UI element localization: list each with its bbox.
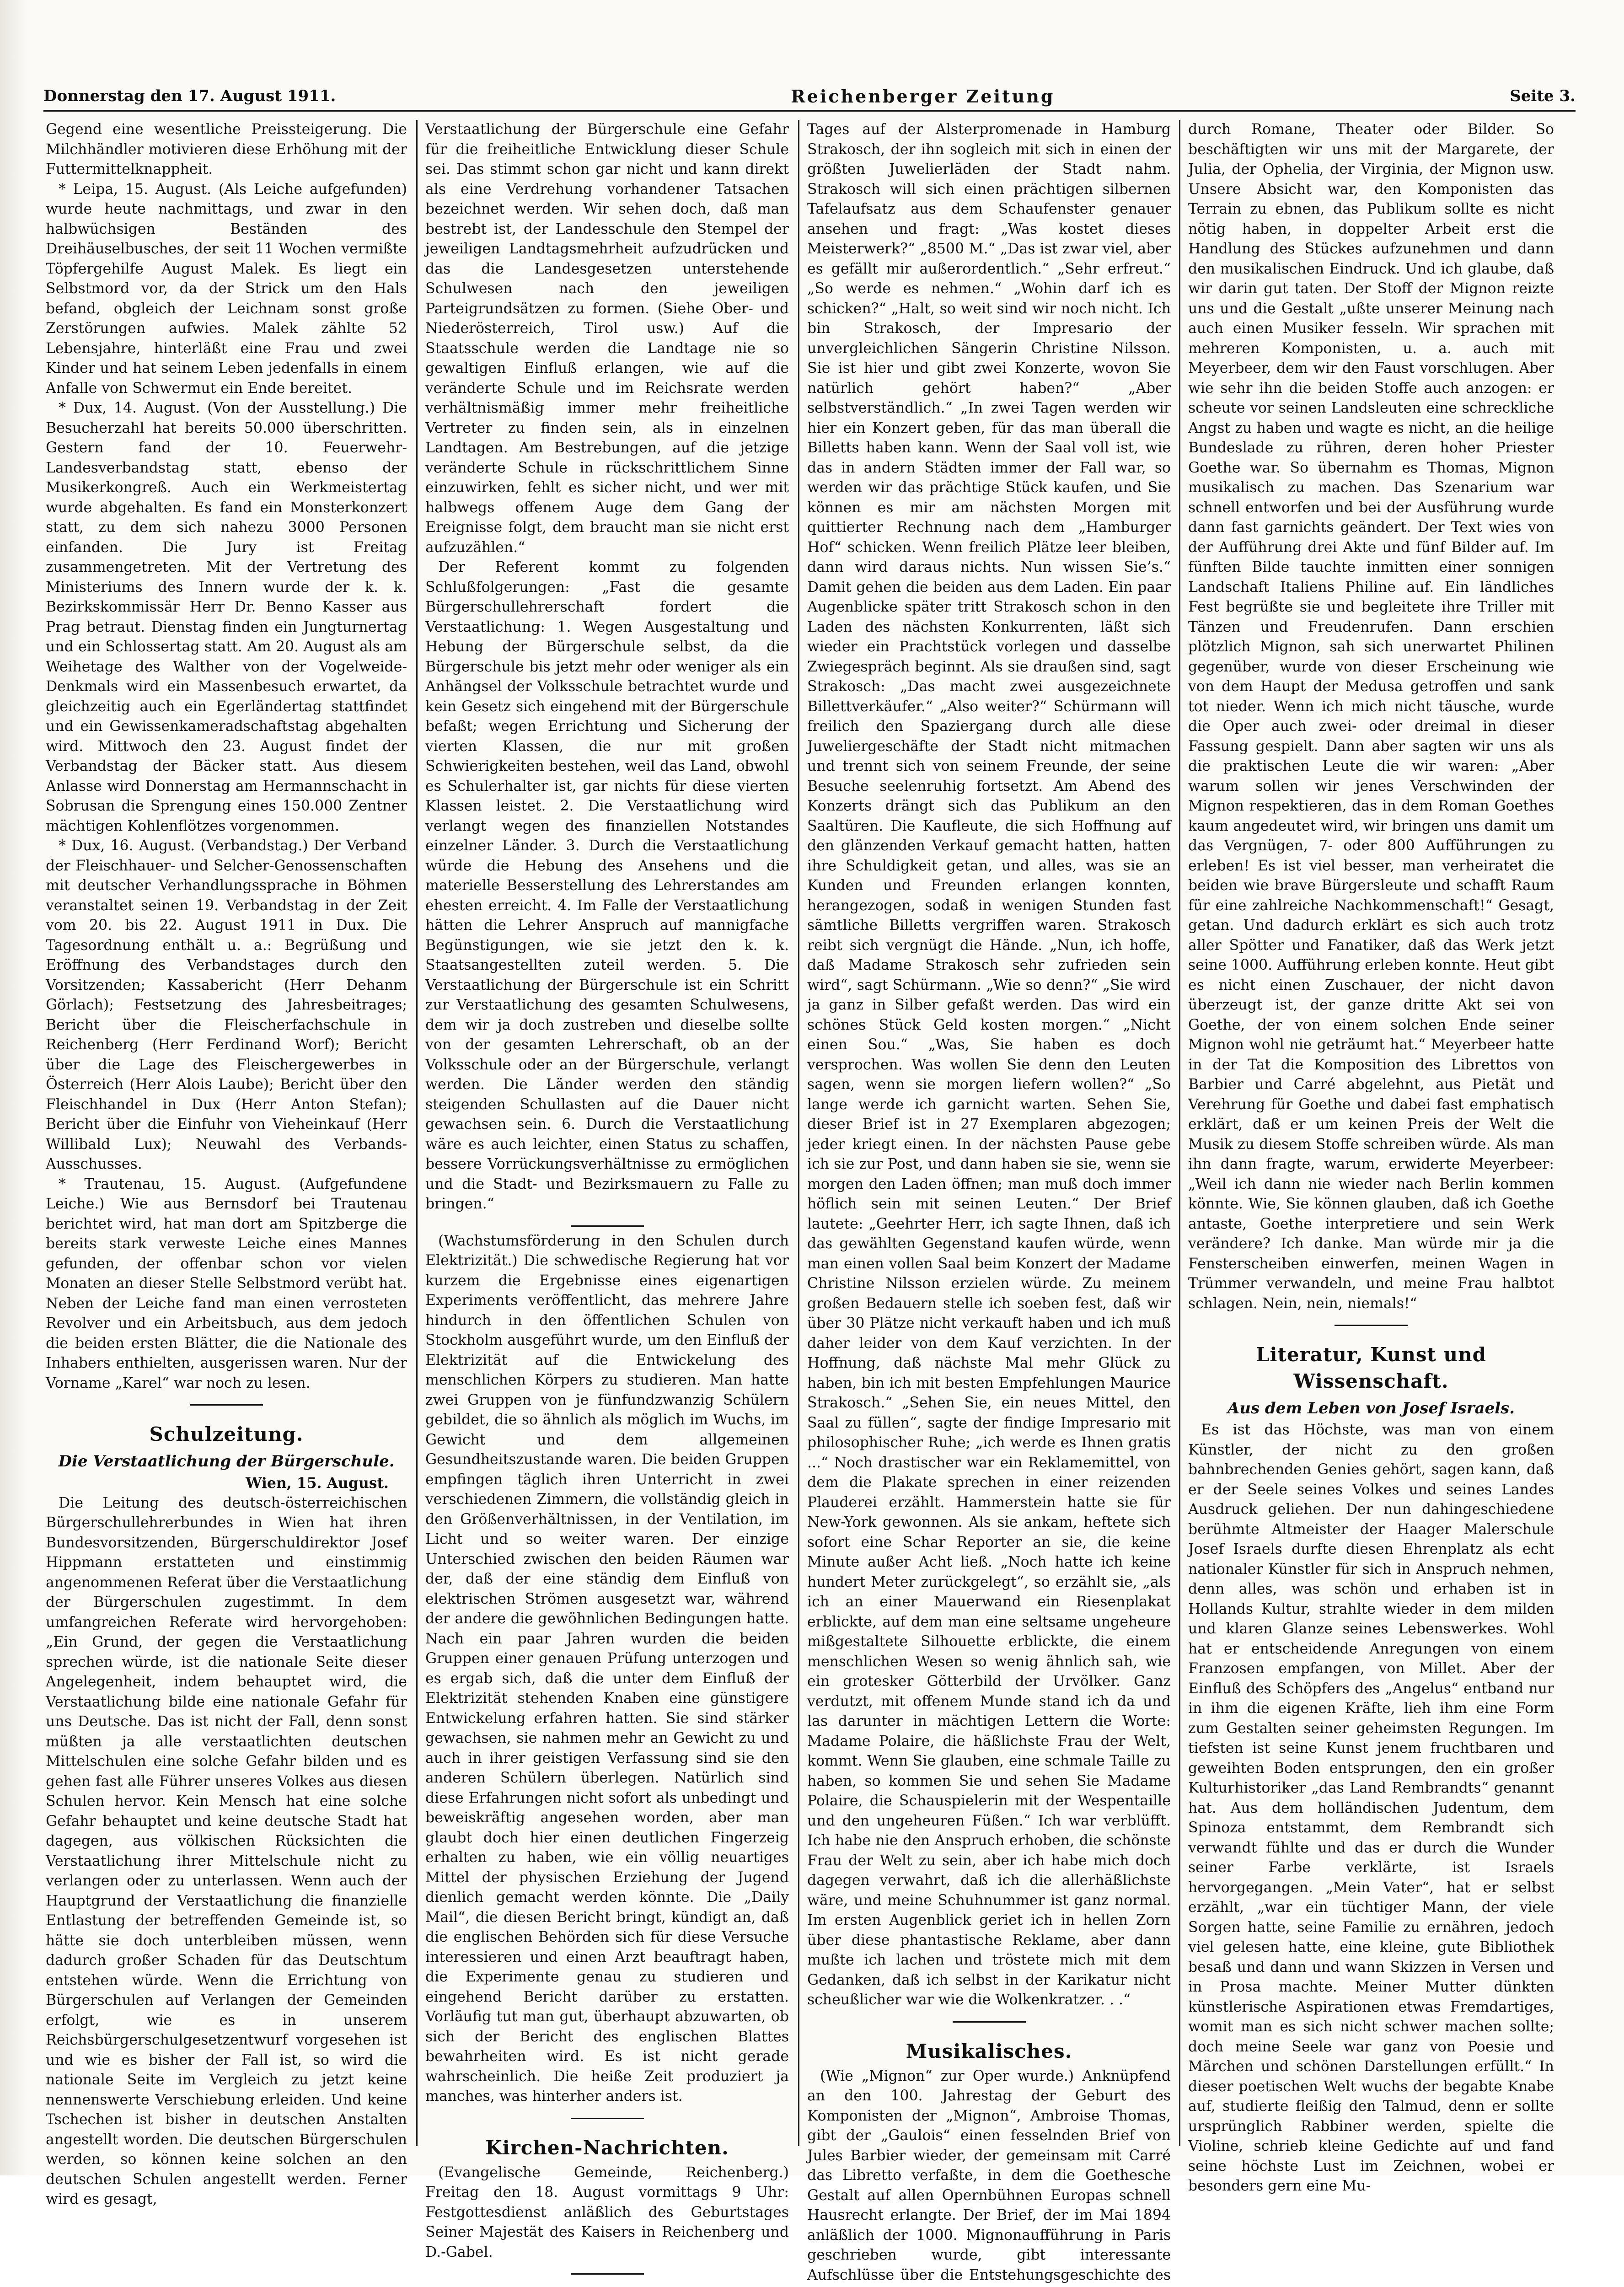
section-rule <box>571 2118 644 2119</box>
section-rule <box>571 1225 644 1227</box>
column-3 <box>807 120 1171 2151</box>
section-heading-literature: Literatur, Kunst und Wissenschaft. <box>1188 1342 1554 1395</box>
header-page-number: Seite 3. <box>1510 87 1576 105</box>
article-paragraph: * Leipa, 15. August. (Als Leiche aufgefunden) wurde heute nachmittags, und zwar in den halbwüchsigen Beständen des Dreihäuselbusches, der seit 11 Wochen vermißte Töpfergehilfe August Malek. Es liegt ein Selbstmord vor, da der Strick um den Hals befand, obgleich der Leichnam sonst große Zerstörungen aufwies. Malek zählte 52 Lebensjahre, hinterläßt eine Frau und zwei Kinder und hat seinem Leben jedenfalls in einem Anfalle von Schwermut ein Ende bereitet. <box>46 180 407 399</box>
article-headline: Die Verstaatlichung der Bürgerschule. <box>46 1450 407 1472</box>
article-paragraph: durch Romane, Theater oder Bilder. So beschäftigten wir uns mit der Margarete, der Julia, der Ophelia, der Virginia, der Mignon usw. Unsere Absicht war, den Komponisten das Terrain zu ebnen, das Publikum sollte es nicht nötig haben, in doppelter Arbeit erst die Handlung des Stückes aufzunehmen und dann den musikalischen Eindruck. Und ich glaube, daß wir darin gut taten. Der Stoff der Mignon reizte uns und die Gestalt „ußte unserer Meinung nach auch einen Musiker fesseln. Wir sprachen mit mehreren Komponisten, u. a. auch mit Meyerbeer, dem wir den Faust vorschlugen. Aber wie sehr ihn die beiden Stoffe auch anzogen: er scheute vor seinen Landsleuten eine schreckliche Angst zu haben und wagte es nicht, an die heilige Bundeslade zu rühren, deren hoher Priester Goethe war. So übernahm es Thomas, Mignon musikalisch zu machen. Das Szenarium war schnell entworfen und bei der Ausführung wurde dann fast garnichts geändert. Der Text wies von der Aufführung drei Akte und fünf Bilder auf. Im fünften Bilde tauchte inmitten einer sonnigen Landschaft Italiens Philine auf. Ein ländliches Fest begrüßte sie und begleitete ihre Triller mit Tänzen und Freudenrufen. Dann erschien plötzlich Mignon, sah sich unerwartet Philinen gegenüber, wurde von dieser Erscheinung wie von dem Haupt der Medusa getroffen und sank tot nieder. Wenn ich mich nicht täusche, wurde die Oper auch zwei- oder dreimal in dieser Fassung gespielt. Dann aber sagten wir uns als die praktischen Leute die wir waren: „Aber warum sollen wir jenes Verschwinden der Mignon respektieren, das in dem Roman Goethes kaum angedeutet wird, wir bringen uns damit um das Vergnügen, 7- oder 800 Aufführungen zu erleben! Es ist viel besser, man verheiratet die beiden wie brave Bürgersleute und schafft Raum für eine zahlreiche Nachkommenschaft!“ Gesagt, getan. Und dadurch erklärt es sich auch trotz aller Spötter und Fanatiker, daß das Werk jetzt seine 1000. Aufführung erleben konnte. Heut gibt es nicht einen Zuschauer, der nicht davon überzeugt ist, der ganze dritte Akt sei von Goethe, der von einem solchen Ende seiner Mignon wohl nie geträumt hat.“ Meyerbeer hatte in der Tat die Komposition des Librettos von Barbier und Carré abgelehnt, aus Pietät und Verehrung für Goethe und dabei fast emphatisch erklärt, daß er um keinen Preis der Welt die Musik zu diesem Stoffe schreiben würde. Als man ihn dann fragte, warum, erwiderte Meyerbeer: „Weil ich dann nie wieder nach Berlin kommen könnte. Wie, Sie können glauben, daß ich Goethe antaste, Goethe interpretiere und sein Werk verändere? Ich danke. Man würde mir ja die Fensterscheiben einwerfen, meinen Wagen in Trümmer verwandeln, und meine Frau halbtot schlagen. Nein, nein, niemals!“ <box>1188 120 1554 1314</box>
header-newspaper-title: Reichenberger Zeitung <box>791 86 1055 107</box>
section-heading-music: Musikalisches. <box>807 2038 1171 2065</box>
article-paragraph: Die Leitung des deutsch-österreichischen Bürgerschullehrerbundes in Wien hat ihren Bundesvorsitzenden, Bürgerschuldirektor Josef Hippmann erstatteten und einstimmig angenommenen Referat über die Verstaatlichung der Bürgerschulen zugestimmt. In dem umfangreichen Referate wird hervorgehoben: „Ein Grund, der gegen die Verstaatlichung sprechen würde, ist die nationale Seite dieser Angelegenheit, indem behauptet wird, die Verstaatlichung bilde eine nationale Gefahr für uns Deutsche. Das ist nicht der Fall, denn sonst müßten ja alle verstaatlichten deutschen Mittelschulen eine solche Gefahr bilden und es gehen fast alle Führer unseres Volkes aus diesen Schulen hervor. Kein Mensch hat eine solche Gefahr behauptet und keine deutsche Stadt hat dagegen, aus völkischen Rücksichten die Verstaatlichung ihrer Mittelschule nicht zu verlangen oder zu unterlassen. Wenn auch der Hauptgrund der Verstaatlichung die finanzielle Entlastung der betreffenden Gemeinde ist, so hätte sie doch unterbleiben müssen, wenn dadurch großer Schaden für das Deutschtum entstehen würde. Wenn die Errichtung von Bürgerschulen auf Verlangen der Gemeinden erfolgt, wie es in unserem Reichsbürgerschulgesetzentwurf vorgesehen ist und wie es bisher der Fall ist, so wird die nationale Seite im Vergleich zu jetzt keine nennenswerte Verschiebung erleiden. Und keine Tschechen ist bisher in deutschen Anstalten angestellt worden. Die deutschen Bürgerschulen werden, so können keine solchen an den deutschen Schulen angestellt werden. Ferner wird es gesagt, <box>46 1493 407 2210</box>
column-1 <box>46 120 407 2151</box>
section-rule <box>1335 1325 1408 1326</box>
section-rule <box>953 2021 1026 2023</box>
article-paragraph: Gegend eine wesentliche Preissteigerung. Die Milchhändler motivieren diese Erhöhung mit der Futtermittelknappheit. <box>46 120 407 180</box>
page-binding-shadow <box>0 0 27 2175</box>
column-2 <box>425 120 789 2151</box>
dateline: Wien, 15. August. <box>46 1473 389 1493</box>
header-rule <box>43 110 1576 112</box>
article-paragraph: Verstaatlichung der Bürgerschule eine Gefahr für die freiheitliche Entwicklung dieser Schule sei. Das stimmt schon gar nicht und kann direkt als eine Verdrehung vorhandener Tatsachen bezeichnet werden. Wir sehen doch, daß man bestrebt ist, der Landesschule den Stempel der jeweiligen Landtagsmehrheit aufzudrücken und das die Landesgesetzen unterstehende Schulwesen nach den jeweiligen Parteigrundsätzen zu formen. (Siehe Ober- und Niederösterreich, Tirol usw.) Auf die Staatsschule werden die Landtage nie so gewaltigen Einfluß erlangen, wie auf die veränderte Schule und im Reichsrate werden verhältnismäßig immer mehr freiheitliche Vertreter zu finden sein, als in einzelnen Landtagen. Am Bestrebungen, auf die jetzige veränderte Schule in rückschrittlichem Sinne einzuwirken, fehlt es sicher nicht, und wer mit halbwegs offenem Auge dem Gang der Ereignisse folgt, dem braucht man sie nicht erst aufzuzählen.“ <box>425 120 789 558</box>
page-header <box>43 85 1576 107</box>
section-rule <box>190 1404 263 1406</box>
column-divider <box>1179 120 1180 2146</box>
article-paragraph: Tages auf der Alsterpromenade in Hamburg Strakosch, der ihn sogleich mit sich in einen der größten Juwelierläden der Stadt nahm. Strakosch will sich einen prächtigen silbernen Tafelaufsatz aus dem Schaufenster genauer ansehen und fragt: „Was kostet dieses Meisterwerk?“ „8500 M.“ „Das ist zwar viel, aber es gefällt mir außerordentlich.“ „Sehr erfreut.“ „So werde es nehmen.“ „Wohin darf ich es schicken?“ „Halt, so weit sind wir noch nicht. Ich bin Strakosch, der Impresario der unvergleichlichen Sängerin Christine Nilsson. Sie ist hier und gibt zwei Konzerte, wovon Sie natürlich gehört haben?“ „Aber selbstverständlich.“ „In zwei Tagen werden wir hier ein Konzert geben, für das man überall die Billetts haben kann. Wenn der Saal voll ist, wie das in andern Städten immer der Fall war, so werden wir das prächtige Stück kaufen, und Sie können es mir am nächsten Morgen mit quittierter Rechnung nach dem „Hamburger Hof“ schicken. Wenn freilich Plätze leer bleiben, dann wird daraus nichts. Nun wissen Sie’s.“ Damit gehen die beiden aus dem Laden. Ein paar Augenblicke später tritt Strakosch schon in den Laden des nächsten Konkurrenten, läßt sich wieder ein Prachtstück vorlegen und dasselbe Zwiegespräch beginnt. Als sie draußen sind, sagt Strakosch: „Das macht zwei ausgezeichnete Billettverkäufer.“ „Also weiter?“ Schürmann will freilich den Spaziergang durch alle diese Juweliergeschäfte der Stadt nicht mitmachen und trennt sich von seinem Freunde, der seine Besuche seelenruhig fortsetzt. Am Abend des Konzerts drängt sich das Publikum an den Saaltüren. Die Kaufleute, die sich Hoffnung auf den glänzenden Verkauf gemacht hatten, hatten ihre Schuldigkeit getan, und alles, was sie an Kunden und Freunden erlangen konnten, herangezogen, sodaß in wenigen Stunden fast sämtliche Billetts vergriffen waren. Strakosch reibt sich vergnügt die Hände. „Nun, ich hoffe, daß Madame Strakosch sehr zufrieden sein wird“, sagt Schürmann. „Wie so denn?“ „Sie wird ja ganz in Silber gefaßt werden. Das wird ein schönes Stück Geld kosten morgen.“ „Nicht einen Sou.“ „Was, Sie haben es doch versprochen. Was wollen Sie denn den Leuten sagen, wenn sie morgen liefern wollen?“ „So lange werde ich garnicht warten. Sehen Sie, dieser Brief ist in 27 Exemplaren abgezogen; jeder kriegt einen. In der nächsten Pause gebe ich sie zur Post, und dann haben sie sie, wenn sie morgen den Laden öffnen; man muß doch immer höflich sein mit seinen Leuten.“ Der Brief lautete: „Geehrter Herr, ich sagte Ihnen, daß ich das gewählten Gegenstand kaufen würde, wenn man einen vollen Saal beim Konzert der Madame Christine Nilsson erzielen würde. Zu meinem großen Bedauern stelle ich soeben fest, daß wir über 30 Plätze nicht verkauft haben und ich muß daher leider von dem Kauf verzichten. In der Hoffnung, daß nächste Mal mehr Glück zu haben, bin ich mit besten Empfehlungen Maurice Strakosch.“ „Sehen Sie, ein neues Mittel, den Saal zu füllen“, sagte der findige Impresario mit philosophischer Ruhe; „ich werde es Ihnen gratis ...“ Noch drastischer war ein Reklamemittel, von dem die Plakate sprechen in einer reizenden Plauderei erzählt. Hammerstein hatte sie für New-York gewonnen. Als sie ankam, heftete sich sofort eine Schar Reporter an sie, die keine Minute außer Acht ließ. „Noch hatte ich keine hundert Meter zurückgelegt“, so erzählt sie, „als ich an einer Mauerwand ein Riesenplakat erblickte, auf dem man eine seltsame ungeheure mißgestaltete Silhouette erblickte, die einem menschlichen Wesen so wenig ähnlich sah, wie ein grotesker Götterbild der Urvölker. Ganz verdutzt, mit offenem Munde stand ich da und las darunter in mächtigen Lettern die Worte: Madame Polaire, die häßlichste Frau der Welt, kommt. Wenn Sie glauben, eine schmale Taille zu haben, so kommen Sie und sehen Sie Madame Polaire, die Schauspielerin mit der Wespentaille und den ungeheuren Füßen.“ Ich war verblüfft. Ich habe nie den Anspruch erhoben, die schönste Frau der Welt zu sein, aber ich habe mich doch dagegen verwahrt, daß ich die allerhäßlichste wäre, und meine Schuhnummer ist ganz normal. Im ersten Augenblick geriet ich in hellen Zorn über diese phantastische Reklame, aber dann mußte ich lachen und tröstete mich mit dem Gedanken, daß ich selbst in der Karikatur nicht scheußlicher war wie die Wolkenkratzer. . .“ <box>807 120 1171 2010</box>
header-date: Donnerstag den 17. August 1911. <box>43 87 336 105</box>
article-paragraph: (Evangelische Gemeinde, Reichenberg.) Freitag den 18. August vormittags 9 Uhr: Festgottesdienst anläßlich des Geburtstages Seiner Majestät des Kaisers in Reichenberg und D.-Gabel. <box>425 2163 789 2263</box>
column-4 <box>1188 120 1554 2151</box>
article-paragraph: (Wie „Mignon“ zur Oper wurde.) Anknüpfend an den 100. Jahrestag der Geburt des Komponisten der „Mignon“, Ambroise Thomas, gibt der „Gaulois“ einen fesselnden Brief von Jules Barbier wieder, der gemeinsam mit Carré das Libretto verfaßte, in dem die Goethesche Gestalt auf allen Opernbühnen Europas schnell Hausrecht erlangte. Der Brief, der im Mai 1894 anläßlich der 1000. Mignonaufführung in Paris geschrieben wurde, gibt interessante Aufschlüsse über die Entstehungsgeschichte des <box>807 2067 1171 2287</box>
article-paragraph: * Dux, 14. August. (Von der Ausstellung.) Die Besucherzahl hat bereits 50.000 überschritten. Gestern fand der 10. Feuerwehr-Landesverbandstag statt, ebenso der Musikerkongreß. Auch ein Werkmeistertag wurde abgehalten. Es fand ein Monsterkonzert statt, zu dem sich nahezu 3000 Personen einfanden. Die Jury ist Freitag zusammengetreten. Mit der Vertretung des Ministeriums des Innern wurde der k. k. Bezirkskommissär Herr Dr. Benno Kasser aus Prag betraut. Dienstag finden ein Jungturnertag und ein Schlossertag statt. Am 20. August als am Weihetage des Walther von der Vogelweide-Denkmals wird ein Massenbesuch erwartet, da gleichzeitig auch ein Egerländertag stattfindet und ein Gewissenkameradschaftstag abgehalten wird. Mittwoch den 23. August findet der Verbandstag der Bäcker statt. Aus diesem Anlasse wird Donnerstag am Hermannschacht in Sobrusan die Sprengung eines 150.000 Zentner mächtigen Kohlenflötzes vorgenommen. <box>46 398 407 836</box>
article-paragraph: Der Referent kommt zu folgenden Schlußfolgerungen: „Fast die gesamte Bürgerschullehrerschaft fordert die Verstaatlichung: 1. Wegen Ausgestaltung und Hebung der Bürgerschule selbst, da die Bürgerschule bis jetzt mehr oder weniger als ein Anhängsel der Volksschule betrachtet wurde und kein Gesetz sich eingehend mit der Bürgerschule befaßt; wegen Errichtung und Sicherung der vierten Klassen, die nur mit großen Schwierigkeiten bestehen, weil das Land, obwohl es Schulerhalter ist, gar nichts für diese vierten Klassen leistet. 2. Die Verstaatlichung wird verlangt wegen des finanziellen Notstandes einzelner Länder. 3. Durch die Verstaatlichung würde die Hebung des Ansehens und die materielle Besserstellung des Lehrerstandes am ehesten erreicht. 4. Im Falle der Verstaatlichung hätten die Lehrer Anspruch auf mannigfache Begünstigungen, wie sie jetzt den k. k. Staatsangestellten zuteil werden. 5. Die Verstaatlichung der Bürgerschule ist ein Schritt zur Verstaatlichung des gesamten Schulwesens, dem wir ja doch zustreben und dieselbe sollte von der gesamten Lehrerschaft, ob an der Volksschule oder an der Bürgerschule, verlangt werden. Die Länder werden den ständig steigenden Schullasten auf die Dauer nicht gewachsen sein. 6. Durch die Verstaatlichung wäre es auch leichter, einen Status zu schaffen, bessere Vorrückungsverhältnisse zu ermöglichen und die Stadt- und Bezirksmauern zu Falle zu bringen.“ <box>425 558 789 1214</box>
column-divider <box>416 120 418 2146</box>
article-paragraph: Es ist das Höchste, was man von einem Künstler, der nicht zu den großen bahnbrechenden Genies gehört, sagen kann, daß er der Seele seines Volkes und seines Landes Ausdruck geliehen. Der nun dahingeschiedene berühmte Altmeister der Haager Malerschule Josef Israels durfte diesen Ehrenplatz als echt nationaler Künstler für sich in Anspruch nehmen, denn alles, was schön und erhaben ist in Hollands Kultur, strahlte wieder in dem milden und klaren Glanze seines Lebenswerkes. Wohl hat er entscheidende Anregungen von einem Franzosen empfangen, von Millet. Aber der Einfluß des Schöpfers des „Angelus“ entband nur in ihm die eigenen Kräfte, lieh ihm eine Form zum Gestalten seiner geheimsten Regungen. Im tiefsten ist seine Kunst jenem fruchtbaren und geweihten Boden entsprungen, den ein großer Kulturhistoriker „das Land Rembrandts“ genannt hat. Aus dem holländischen Judentum, dem Spinoza entstammt, dem Rembrandt sich verwandt fühlte und das er durch die Wunder seiner Farbe verklärte, ist Israels hervorgegangen. „Mein Vater“, hat er selbst erzählt, „war ein tüchtiger Mann, der viele Sorgen hatte, seine Familie zu ernähren, jedoch viel gelesen hatte, eine kleine, gute Bibliothek besaß und dann und wann Skizzen in Versen und in Prosa machte. Meiner Mutter dünkten künstlerische Aspirationen etwas Fremdartiges, womit man es sich nicht schwer machen sollte; doch meine Seele war ganz von Poesie und Märchen und schönen Darstellungen erfüllt.“ In dieser poetischen Welt wuchs der begabte Knabe auf, studierte fleißig den Talmud, denn er sollte ursprünglich Rabbiner werden, spielte die Violine, schrieb kleine Gedichte auf und fand seine höchste Lust im Zeichnen, wobei er besonders gern eine Mu- <box>1188 1420 1554 2196</box>
section-heading-church: Kirchen-Nachrichten. <box>425 2135 789 2161</box>
section-heading-school: Schulzeitung. <box>46 1421 407 1448</box>
article-headline: Aus dem Leben von Josef Israels. <box>1188 1397 1554 1419</box>
column-divider <box>798 120 799 2146</box>
article-paragraph: (Wachstumsförderung in den Schulen durch Elektrizität.) Die schwedische Regierung hat vor kurzem die Ergebnisse eines eigenartigen Experiments veröffentlicht, das mehrere Jahre hindurch in den öffentlichen Schulen von Stockholm ausgeführt wurde, um den Einfluß der Elektrizität auf die Entwickelung des menschlichen Körpers zu studieren. Man hatte zwei Gruppen von je fünfundzwanzig Schülern gebildet, die so ähnlich als möglich im Wuchs, im Gewicht und dem allgemeinen Gesundheitszustande waren. Die beiden Gruppen empfingen täglich ihren Unterricht in zwei verschiedenen Zimmern, die vollständig gleich in den Größenverhältnissen, in der Ventilation, im Licht und so weiter waren. Der einzige Unterschied zwischen den beiden Räumen war der, daß der eine ständig dem Einfluß von elektrischen Strömen ausgesetzt war, während der andere die gewöhnlichen Bedingungen hatte. Nach ein paar Jahren wurden die beiden Gruppen einer genauen Prüfung unterzogen und es ergab sich, daß die unter dem Einfluß der Elektrizität stehenden Knaben eine günstigere Entwickelung erfahren hatten. Sie sind stärker gewachsen, sie nahmen mehr an Gewicht zu und auch in ihrer geistigen Verfassung sind sie den anderen Schülern überlegen. Natürlich sind diese Erfahrungen nicht sofort als unbedingt und beweiskräftig angesehen worden, aber man glaubt doch hier einen deutlichen Fingerzeig erhalten zu haben, wie ein völlig neuartiges Mittel der physischen Erziehung der Jugend dienlich gemacht werden könnte. Die „Daily Mail“, die diesen Bericht bringt, kündigt an, daß die englischen Behörden sich für diese Versuche interessieren und einen Arzt beauftragt haben, die Experimente genau zu studieren und eingehend Bericht darüber zu erstatten. Vorläufig tut man gut, überhaupt abzuwarten, ob sich der Bericht des englischen Blattes bewahrheiten wird. Es ist nicht gerade wahrscheinlich. Die heiße Zeit produziert ja manches, was hinterher anders ist. <box>425 1231 789 2107</box>
section-rule <box>571 2273 644 2275</box>
article-paragraph: * Trautenau, 15. August. (Aufgefundene Leiche.) Wie aus Bernsdorf bei Trautenau berichtet wird, hat man dort am Spitzberge die bereits stark verweste Leiche eines Mannes gefunden, der offenbar schon vor vielen Monaten an dieser Stelle Selbstmord verübt hat. Neben der Leiche fand man einen verrosteten Revolver und ein Arbeitsbuch, aus dem jedoch die beiden ersten Blätter, die die Nationale des Inhabers enthielten, ausgerissen waren. Nur der Vorname „Karel“ war noch zu lesen. <box>46 1175 407 1394</box>
article-paragraph: * Dux, 16. August. (Verbandstag.) Der Verband der Fleischhauer- und Selcher-Genossenschaften mit deutscher Verhandlungssprache in Böhmen veranstaltet seinen 19. Verbandstag in der Zeit vom 20. bis 22. August 1911 in Dux. Die Tagesordnung enthält u. a.: Begrüßung und Eröffnung des Verbandstages durch den Vorsitzenden; Kassabericht (Herr Dehanm Görlach); Festsetzung des Jahresbeitrages; Bericht über die Fleischerfachschule in Reichenberg (Herr Ferdinand Worf); Bericht über die Lage des Fleischergewerbes in Österreich (Herr Alois Laube); Bericht über den Fleischhandel in Dux (Herr Anton Stefan); Bericht über die Einfuhr von Vieheinkauf (Herr Willibald Lux); Neuwahl des Verbands-Ausschusses. <box>46 836 407 1175</box>
